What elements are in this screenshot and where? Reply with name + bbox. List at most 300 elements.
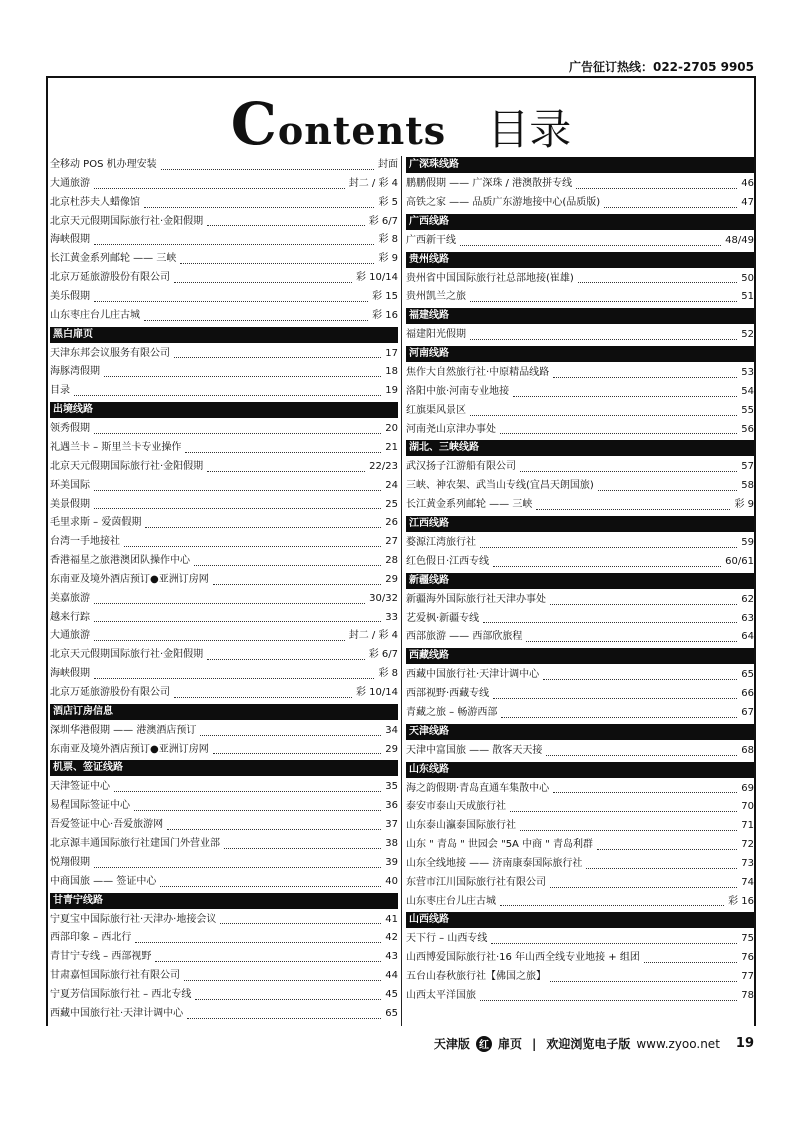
dot-leader <box>135 941 381 943</box>
entry-name: 东营市江川国际旅行社有限公司 <box>406 876 546 888</box>
dot-leader <box>160 885 381 887</box>
entry-name: 礼遇兰卡 – 斯里兰卡专业操作 <box>50 441 182 453</box>
dot-leader <box>550 980 737 982</box>
entry-page: 57 <box>741 461 754 473</box>
toc-entry[interactable] <box>406 421 754 440</box>
entry-name: 红旗渠风景区 <box>406 404 466 416</box>
toc-entry[interactable] <box>50 722 398 741</box>
toc-entry[interactable] <box>50 929 398 948</box>
entry-name: 毛里求斯 – 爱茵假期 <box>50 517 142 529</box>
entry-name: 青藏之旅 – 畅游西部 <box>406 706 498 718</box>
dot-leader <box>491 942 737 944</box>
dot-leader <box>94 300 368 302</box>
toc-entry[interactable] <box>50 439 398 458</box>
entry-name: 全移动 POS 机办理安装 <box>50 159 157 170</box>
entry-name: 天下行 – 山西专线 <box>406 933 488 945</box>
toc-entry[interactable] <box>50 1005 398 1024</box>
entry-name: 北京杜莎夫人蜡像馆 <box>50 196 140 208</box>
entry-name: 长江黄金系列邮轮 —— 三峡 <box>406 499 533 511</box>
entry-name: 海峡假期 <box>50 234 90 246</box>
toc-entry[interactable] <box>406 458 754 477</box>
entry-page: 41 <box>385 913 398 925</box>
dot-leader <box>470 338 737 340</box>
dot-leader <box>207 470 365 472</box>
entry-page: 55 <box>741 404 754 416</box>
right-column <box>406 156 754 1006</box>
dot-leader <box>94 507 381 509</box>
toc-entry[interactable] <box>50 477 398 496</box>
toc-entry[interactable] <box>406 666 754 685</box>
toc-entry[interactable] <box>406 987 754 1006</box>
dot-leader <box>470 300 737 302</box>
entry-page: 彩 10/14 <box>356 272 398 284</box>
entry-name: 西部印象 – 西北行 <box>50 932 132 944</box>
entry-name: 天津签证中心 <box>50 781 110 793</box>
entry-name: 易程国际签证中心 <box>50 800 130 812</box>
entry-page: 彩 8 <box>378 234 398 246</box>
entry-page: 75 <box>741 933 754 945</box>
entry-name: 目录 <box>50 385 70 397</box>
entry-name: 美嘉旅游 <box>50 592 90 604</box>
entry-name: 西部视野·西藏专线 <box>406 688 490 700</box>
entry-name: 东南亚及境外酒店预订●亚洲订房网 <box>50 573 209 585</box>
dot-leader <box>520 470 737 472</box>
section-header: 贵州线路 <box>406 252 754 268</box>
entry-name: 山东枣庄台儿庄古城 <box>50 309 140 321</box>
dot-leader <box>480 999 737 1001</box>
entry-name: 北京天元假期国际旅行社·金阳假期 <box>50 215 204 227</box>
entry-page: 彩 9 <box>734 499 754 511</box>
section-header: 西藏线路 <box>406 648 754 664</box>
toc-entry[interactable] <box>50 194 398 213</box>
entry-page: 66 <box>741 688 754 700</box>
toc-entry[interactable] <box>406 742 754 761</box>
toc-entry[interactable] <box>406 798 754 817</box>
section-header: 黑白扉页 <box>50 327 398 343</box>
toc-entry[interactable] <box>406 930 754 949</box>
toc-entry[interactable] <box>406 270 754 289</box>
toc-entry[interactable] <box>406 893 754 912</box>
entry-page: 22/23 <box>369 460 398 472</box>
dot-leader <box>644 961 737 963</box>
footer-edition: 天津版 <box>433 1037 470 1051</box>
dot-leader <box>200 734 381 736</box>
toc-entry[interactable] <box>50 665 398 684</box>
toc-entry[interactable] <box>50 778 398 797</box>
toc-entry[interactable] <box>406 364 754 383</box>
dot-leader <box>94 489 381 491</box>
dot-leader <box>124 545 381 547</box>
footer-section: 扉页 <box>497 1037 522 1051</box>
entry-page: 28 <box>385 555 398 567</box>
entry-page: 59 <box>741 536 754 548</box>
dot-leader <box>480 546 737 548</box>
entry-page: 43 <box>385 951 398 963</box>
dot-leader <box>526 640 737 642</box>
dot-leader <box>174 356 381 358</box>
dot-leader <box>586 867 737 869</box>
entry-name: 越来行踪 <box>50 611 90 623</box>
red-badge-icon: 红 <box>476 1036 492 1052</box>
entry-name: 泰安市泰山天成旅行社 <box>406 801 506 813</box>
entry-name: 香港福星之旅港澳团队操作中心 <box>50 555 190 567</box>
toc-entry[interactable] <box>406 949 754 968</box>
toc-entry[interactable] <box>50 571 398 590</box>
dot-leader <box>174 281 352 283</box>
entry-page: 29 <box>385 573 398 585</box>
dot-leader <box>94 602 365 604</box>
entry-page: 73 <box>741 857 754 869</box>
entry-page: 34 <box>385 724 398 736</box>
dot-leader <box>184 979 381 981</box>
section-header: 出境线路 <box>50 402 398 418</box>
section-header: 福建线路 <box>406 308 754 324</box>
entry-page: 彩 6/7 <box>368 215 398 227</box>
toc-entry[interactable] <box>50 967 398 986</box>
dot-leader <box>597 848 737 850</box>
toc-entry[interactable] <box>50 986 398 1005</box>
toc-entry[interactable] <box>50 382 398 401</box>
entry-page: 50 <box>741 272 754 284</box>
section-header: 湖北、三峡线路 <box>406 440 754 456</box>
toc-entry[interactable] <box>50 854 398 873</box>
toc-entry[interactable] <box>406 968 754 987</box>
dot-leader <box>576 187 737 189</box>
toc-entry[interactable] <box>50 590 398 609</box>
dot-leader <box>94 432 381 434</box>
section-header: 山西线路 <box>406 912 754 928</box>
dot-leader <box>483 621 737 623</box>
page-title <box>48 90 754 158</box>
entry-name: 山西太平洋国旅 <box>406 990 476 1001</box>
entry-page: 58 <box>741 480 754 492</box>
dot-leader <box>598 489 737 491</box>
entry-name: 中商国旅 —— 签证中心 <box>50 875 157 887</box>
entry-page: 29 <box>385 743 398 755</box>
entry-page: 74 <box>741 876 754 888</box>
entry-name: 山东枣庄台儿庄古城 <box>406 895 496 907</box>
footer-separator: | <box>531 1036 537 1051</box>
toc-entry[interactable] <box>406 591 754 610</box>
entry-name: 天津中富国旅 —— 散客天天接 <box>406 744 543 756</box>
toc-entry[interactable] <box>406 704 754 723</box>
entry-page: 40 <box>385 875 398 887</box>
entry-page: 38 <box>385 838 398 849</box>
section-header: 机票、签证线路 <box>50 760 398 776</box>
entry-name: 福建阳光假期 <box>406 329 466 341</box>
toc-entry[interactable] <box>406 534 754 553</box>
toc-entry[interactable] <box>50 458 398 477</box>
ad-hotline: 广告征订热线：022-2705 9905 <box>568 60 754 74</box>
entry-page: 68 <box>741 744 754 756</box>
entry-name: 吾爱签证中心·吾爱旅游网 <box>50 819 164 831</box>
dot-leader <box>194 564 381 566</box>
dot-leader <box>155 960 381 962</box>
entry-page: 77 <box>741 971 754 983</box>
section-header: 天津线路 <box>406 724 754 740</box>
toc-entry[interactable] <box>406 496 754 515</box>
toc-entry[interactable] <box>50 307 398 326</box>
entry-page: 彩 15 <box>372 290 398 302</box>
entry-page: 64 <box>741 631 754 643</box>
dot-leader <box>167 828 381 830</box>
entry-page: 65 <box>385 1007 398 1019</box>
dot-leader <box>501 716 737 718</box>
toc-entry[interactable] <box>50 741 398 760</box>
entry-name: 西部旅游 —— 西部欣旅程 <box>406 631 523 643</box>
toc-entry[interactable] <box>50 175 398 194</box>
dot-leader <box>94 187 345 189</box>
toc-entry[interactable] <box>50 345 398 364</box>
dot-leader <box>470 414 737 416</box>
toc-entry[interactable] <box>50 816 398 835</box>
entry-name: 山西博爱国际旅行社·16 年山西全线专业地接 + 组团 <box>406 952 640 964</box>
entry-page: 彩 5 <box>378 196 398 208</box>
entry-name: 贵州省中国国际旅行社总部地接(崔雄) <box>406 272 574 284</box>
entry-name: 鹏鹏假期 —— 广深珠 / 港澳散拼专线 <box>406 178 573 189</box>
entry-page: 封二 / 彩 4 <box>348 630 398 642</box>
dot-leader <box>513 395 737 397</box>
section-header: 广西线路 <box>406 214 754 230</box>
entry-page: 69 <box>741 782 754 794</box>
section-header: 河南线路 <box>406 346 754 362</box>
entry-name: 悦翔假期 <box>50 856 90 868</box>
entry-page: 20 <box>385 423 398 435</box>
entry-page: 53 <box>741 367 754 379</box>
dot-leader <box>550 603 737 605</box>
entry-page: 48/49 <box>725 234 754 246</box>
toc-entry[interactable] <box>406 874 754 893</box>
dot-leader <box>493 565 721 567</box>
entry-name: 海豚湾假期 <box>50 366 100 378</box>
entry-name: 大通旅游 <box>50 177 90 189</box>
entry-name: 艺爱枫·新疆专线 <box>406 612 480 624</box>
entry-name: 北京万延旅游股份有限公司 <box>50 272 170 284</box>
entry-name: 焦作大自然旅行社·中原精品线路 <box>406 367 550 379</box>
entry-name: 北京源丰通国际旅行社建国门外营业部 <box>50 838 220 849</box>
entry-page: 彩 10/14 <box>356 686 398 698</box>
toc-entry[interactable] <box>406 477 754 496</box>
toc-entry[interactable] <box>406 326 754 345</box>
entry-name: 甘肃嘉恒国际旅行社有限公司 <box>50 970 180 982</box>
dot-leader <box>546 754 737 756</box>
section-header: 江西线路 <box>406 516 754 532</box>
entry-page: 46 <box>741 178 754 189</box>
entry-page: 78 <box>741 990 754 1001</box>
entry-page: 21 <box>385 441 398 453</box>
entry-page: 35 <box>385 781 398 793</box>
toc-entry[interactable] <box>50 496 398 515</box>
entry-page: 彩 9 <box>378 253 398 265</box>
left-column <box>50 156 398 1024</box>
entry-page: 26 <box>385 517 398 529</box>
toc-entry[interactable] <box>406 402 754 421</box>
toc-entry[interactable] <box>50 250 398 269</box>
page-number: 19 <box>735 1036 754 1051</box>
dot-leader <box>174 696 352 698</box>
section-header: 甘青宁线路 <box>50 893 398 909</box>
dot-leader <box>578 281 737 283</box>
dot-leader <box>510 810 737 812</box>
entry-page: 44 <box>385 970 398 982</box>
entry-name: 美景假期 <box>50 498 90 510</box>
footer-welcome: 欢迎浏览电子版 <box>546 1037 631 1051</box>
toc-entry[interactable] <box>50 609 398 628</box>
section-header: 新疆线路 <box>406 573 754 589</box>
entry-name: 西藏中国旅行社·天津计调中心 <box>406 669 540 681</box>
dot-leader <box>161 168 374 170</box>
toc-entry[interactable] <box>406 194 754 213</box>
toc-entry[interactable] <box>406 780 754 799</box>
entry-name: 北京天元假期国际旅行社·金阳假期 <box>50 649 204 661</box>
toc-entry[interactable] <box>50 363 398 382</box>
toc-entry[interactable] <box>50 873 398 892</box>
entry-name: 天津东邦会议服务有限公司 <box>50 347 170 359</box>
entry-page: 24 <box>385 479 398 491</box>
entry-page: 42 <box>385 932 398 944</box>
toc-entry[interactable] <box>50 552 398 571</box>
section-header: 酒店订房信息 <box>50 704 398 720</box>
dot-leader <box>550 886 737 888</box>
entry-name: 深圳华港假期 —— 港澳酒店预订 <box>50 724 197 736</box>
dot-leader <box>94 620 381 622</box>
entry-page: 72 <box>741 839 754 851</box>
toc-entry[interactable] <box>50 533 398 552</box>
entry-page: 76 <box>741 952 754 964</box>
entry-name: 广西新干线 <box>406 234 456 246</box>
dot-leader <box>224 847 381 849</box>
footer-url-link[interactable]: www.zyoo.net <box>636 1036 720 1051</box>
entry-name: 武汉扬子江游船有限公司 <box>406 461 516 473</box>
entry-name: 台湾一手地接社 <box>50 536 120 548</box>
entry-page: 60/61 <box>725 555 754 567</box>
entry-name: 宁夏芳信国际旅行社 – 西北专线 <box>50 988 192 1000</box>
entry-page: 27 <box>385 536 398 548</box>
toc-entry[interactable] <box>406 628 754 647</box>
dot-leader <box>543 678 737 680</box>
entry-page: 17 <box>385 347 398 359</box>
entry-page: 56 <box>741 423 754 435</box>
dot-leader <box>500 904 724 906</box>
toc-entry[interactable] <box>406 383 754 402</box>
entry-page: 52 <box>741 329 754 341</box>
entry-page: 63 <box>741 612 754 624</box>
entry-page: 彩 6/7 <box>368 649 398 661</box>
dot-leader <box>185 451 381 453</box>
entry-name: 高铁之家 —— 品质广东游地接中心(品质版) <box>406 196 601 208</box>
entry-name: 红色假日·江西专线 <box>406 555 490 567</box>
entry-page: 彩 8 <box>378 668 398 680</box>
toc-entry[interactable] <box>406 553 754 572</box>
entry-page: 65 <box>741 669 754 681</box>
dot-leader <box>493 697 737 699</box>
entry-page: 47 <box>741 196 754 208</box>
toc-entry[interactable] <box>50 684 398 703</box>
dot-leader <box>220 922 381 924</box>
entry-page: 45 <box>385 988 398 1000</box>
toc-entry[interactable] <box>50 646 398 665</box>
entry-name: 长江黄金系列邮轮 —— 三峡 <box>50 253 177 265</box>
dot-leader <box>94 866 381 868</box>
toc-entry[interactable] <box>50 627 398 646</box>
toc-entry[interactable] <box>50 213 398 232</box>
entry-name: 山东全线地接 —— 济南康泰国际旅行社 <box>406 857 583 869</box>
entry-name: 北京万延旅游股份有限公司 <box>50 686 170 698</box>
dot-leader <box>195 998 381 1000</box>
toc-entry[interactable] <box>406 610 754 629</box>
dot-leader <box>187 1017 381 1019</box>
entry-name: 美乐假期 <box>50 290 90 302</box>
column-divider <box>401 156 402 1026</box>
toc-entry[interactable] <box>50 156 398 175</box>
dot-leader <box>604 206 737 208</box>
toc-entry[interactable] <box>50 288 398 307</box>
dot-leader <box>536 508 730 510</box>
entry-page: 70 <box>741 801 754 813</box>
toc-entry[interactable] <box>406 855 754 874</box>
dot-leader <box>94 677 374 679</box>
toc-entry[interactable] <box>50 514 398 533</box>
toc-entry[interactable] <box>50 797 398 816</box>
dot-leader <box>553 791 737 793</box>
section-header: 山东线路 <box>406 762 754 778</box>
entry-name: 海峡假期 <box>50 668 90 680</box>
toc-entry[interactable] <box>406 685 754 704</box>
dot-leader <box>207 224 365 226</box>
entry-name: 环美国际 <box>50 479 90 491</box>
toc-entry[interactable] <box>406 836 754 855</box>
toc-entry[interactable] <box>406 288 754 307</box>
entry-name: 山东泰山瀛泰国际旅行社 <box>406 820 516 832</box>
entry-page: 19 <box>385 385 398 397</box>
entry-page: 18 <box>385 366 398 378</box>
entry-name: 领秀假期 <box>50 423 90 435</box>
toc-entry[interactable] <box>406 175 754 194</box>
entry-name: 贵州凯兰之旅 <box>406 291 466 303</box>
dot-leader <box>114 790 381 792</box>
toc-entry[interactable] <box>50 420 398 439</box>
dot-leader <box>460 244 721 246</box>
entry-page: 51 <box>741 291 754 303</box>
entry-name: 海之韵假期·青岛直通车集散中心 <box>406 782 550 794</box>
page-footer <box>434 1035 754 1052</box>
dot-leader <box>94 243 374 245</box>
entry-page: 54 <box>741 385 754 397</box>
dot-leader <box>134 809 381 811</box>
entry-name: 青甘宁专线 – 西部视野 <box>50 951 152 963</box>
dot-leader <box>144 319 368 321</box>
title-chinese: 目录 <box>487 105 572 154</box>
entry-page: 67 <box>741 706 754 718</box>
toc-entry[interactable] <box>50 835 398 854</box>
dot-leader <box>104 375 381 377</box>
contents-frame <box>46 76 756 1026</box>
dot-leader <box>94 639 345 641</box>
toc-entry[interactable] <box>50 948 398 967</box>
toc-entry[interactable] <box>406 232 754 251</box>
entry-name: 洛阳中旅·河南专业地接 <box>406 385 510 397</box>
toc-entry[interactable] <box>50 911 398 930</box>
toc-entry[interactable] <box>406 817 754 836</box>
toc-entry[interactable] <box>50 231 398 250</box>
entry-page: 30/32 <box>369 592 398 604</box>
dot-leader <box>500 432 737 434</box>
entry-page: 62 <box>741 593 754 605</box>
toc-entry[interactable] <box>50 269 398 288</box>
dot-leader <box>213 583 382 585</box>
entry-name: 大通旅游 <box>50 630 90 642</box>
entry-name: 河南尧山京津办事处 <box>406 423 496 435</box>
